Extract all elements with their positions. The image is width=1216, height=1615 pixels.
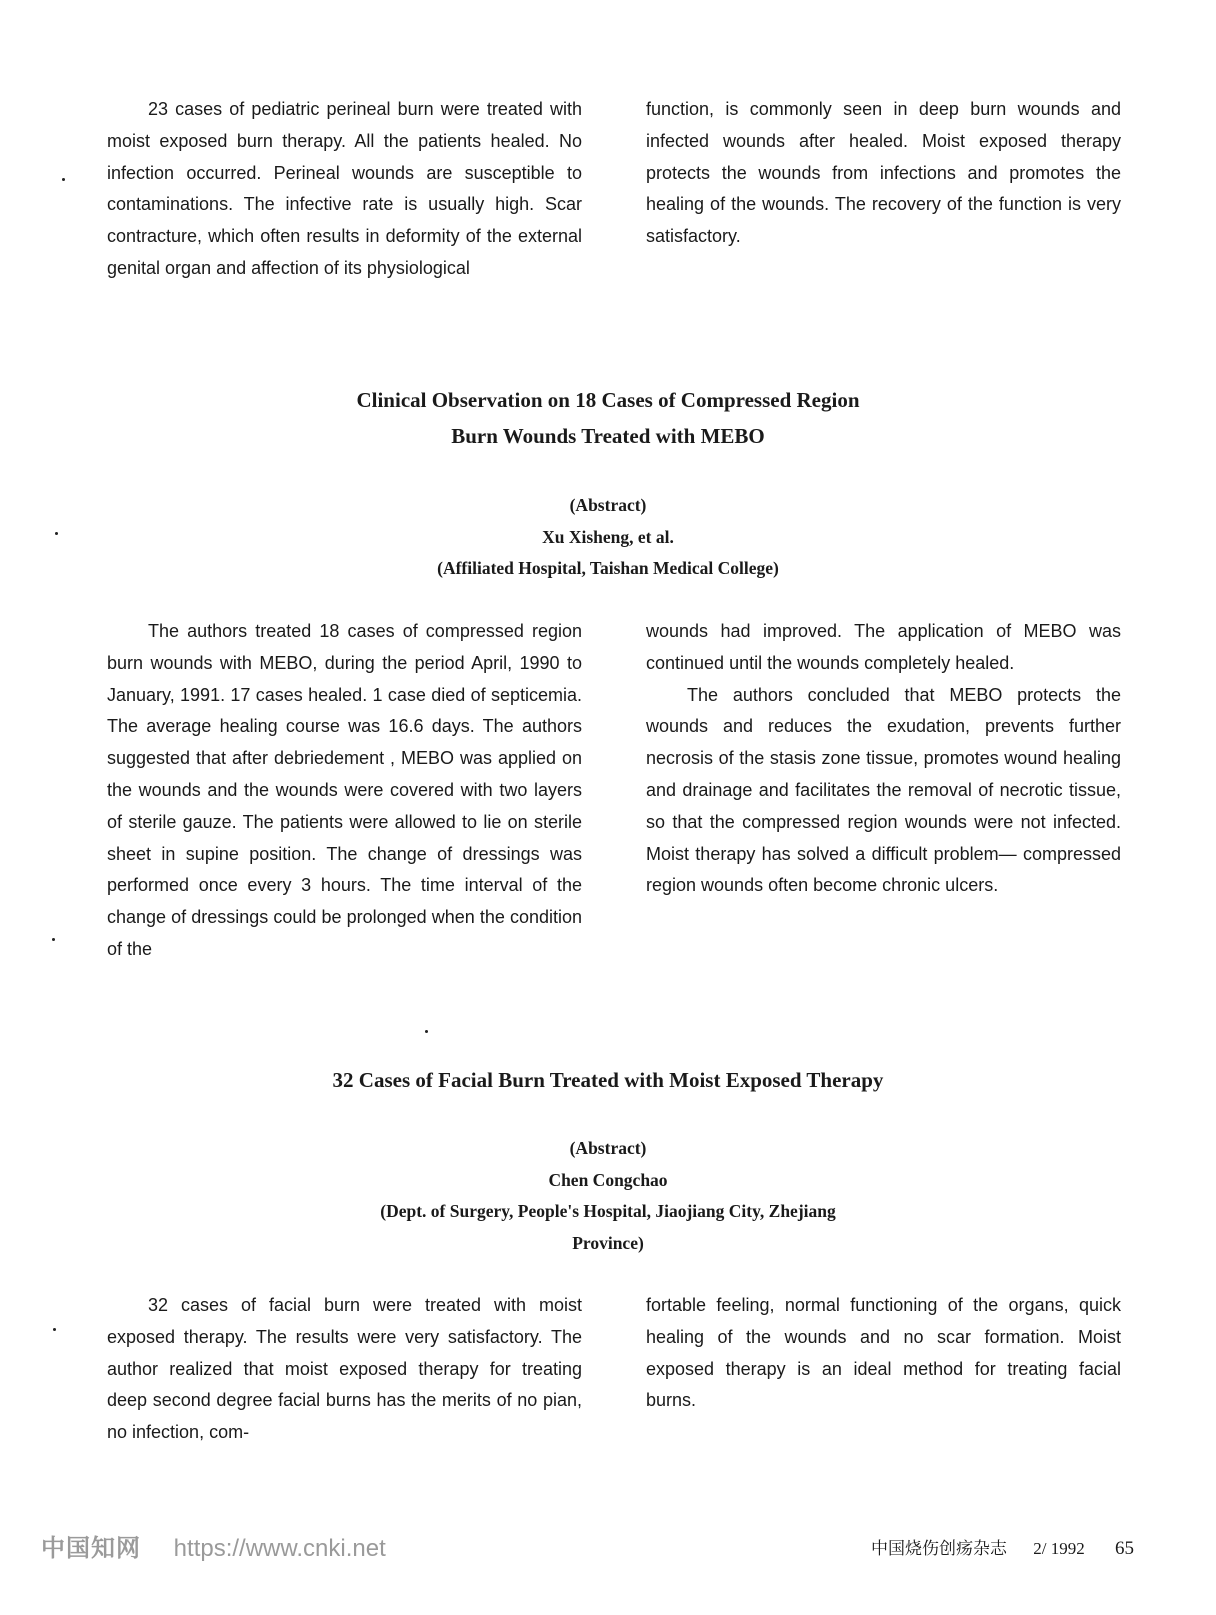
scan-speck (425, 1030, 428, 1033)
scan-speck (62, 178, 65, 181)
article1-right-paragraph-1: wounds had improved. The application of MEBO was continued until the wounds completely healed. (646, 621, 1121, 673)
article2-title: 32 Cases of Facial Burn Treated with Moist Exposed Therapy (332, 1068, 884, 1092)
article1-meta (0, 490, 1216, 585)
watermark-url[interactable]: https://www.cnki.net (173, 1535, 386, 1562)
watermark-logo: 中国知网 (41, 1535, 141, 1562)
article1-right-column (646, 616, 1121, 902)
scan-speck (55, 532, 58, 535)
article2-left-paragraph: 32 cases of facial burn were treated with moist exposed therapy. The results were very satisfactory. The author realized that moist exposed therapy for treating deep second degree facial burns has the merits of no pian, no infection, com- (107, 1295, 582, 1443)
page-footer (871, 1534, 1134, 1560)
article1-right-paragraph-2: The authors concluded that MEBO protects the wounds and reduces the exudation, prevents further necrosis of the stasis zone tissue, promotes wound healing and drainage and facilitates the removal of necrotic tissue, so that the compressed region wounds were not infected. Moist therapy has solved a difficult problem— compressed region wounds often become chronic ulcers. (646, 684, 1121, 896)
article2-right-paragraph: fortable feeling, normal functioning of the organs, quick healing of the wounds and no scar formation. Moist exposed therapy is an ideal method for treating facial burns. (646, 1295, 1121, 1411)
article2-abstract-label: (Abstract) (569, 1138, 647, 1158)
journal-name: 中国烧伤创疡杂志 (871, 1539, 1008, 1558)
article1-affiliation: (Affiliated Hospital, Taishan Medical College) (437, 558, 779, 578)
article1-left-column (107, 616, 582, 966)
article1-abstract-label: (Abstract) (569, 495, 647, 515)
article1-title-line1: Clinical Observation on 18 Cases of Compressed Region (356, 388, 860, 412)
article2-author: Chen Congchao (548, 1169, 668, 1190)
watermark (41, 1528, 386, 1563)
top-left-column (107, 94, 582, 285)
article2-affiliation-line2: Province) (572, 1232, 644, 1253)
article1-author: Xu Xisheng, et al. (542, 526, 674, 547)
page-number: 65 (1115, 1538, 1134, 1559)
article1-left-paragraph: The authors treated 18 cases of compressed region burn wounds with MEBO, during the period April, 1990 to January, 1991. 17 cases healed. 1 case died of septicemia. The average healing course was 16.6 days. The authors suggested that after debriedement , MEBO was applied on the wounds and the wounds were covered with two layers of sterile gauze. The patients were allowed to lie on sterile sheet in supine position. The change of dressings was performed once every 3 hours. The time interval of the change of dressings could be prolonged when the condition of the (107, 621, 582, 959)
article1-title-line2: Burn Wounds Treated with MEBO (451, 424, 765, 448)
top-right-column (646, 94, 1121, 253)
top-left-paragraph: 23 cases of pediatric perineal burn were treated with moist exposed burn therapy. All the patients healed. No infection occurred. Perineal wounds are susceptible to contaminations. The infective rate is usually high. Scar contracture, which often results in deformity of the external genital organ and affection of its physiological (107, 99, 582, 278)
article2-affiliation-line1: (Dept. of Surgery, People's Hospital, Jiaojiang City, Zhejiang (380, 1201, 836, 1221)
scan-speck (53, 1328, 56, 1331)
top-right-paragraph: function, is commonly seen in deep burn wounds and infected wounds after healed. Moist exposed therapy protects the wounds from infections and promotes the healing of the wounds. The recovery of the function is very satisfactory. (646, 99, 1121, 247)
article2-meta (0, 1133, 1216, 1259)
article2-right-column (646, 1290, 1121, 1417)
scan-speck (52, 938, 55, 941)
issue-number: 2/ 1992 (1033, 1539, 1085, 1558)
article2-left-column (107, 1290, 582, 1449)
